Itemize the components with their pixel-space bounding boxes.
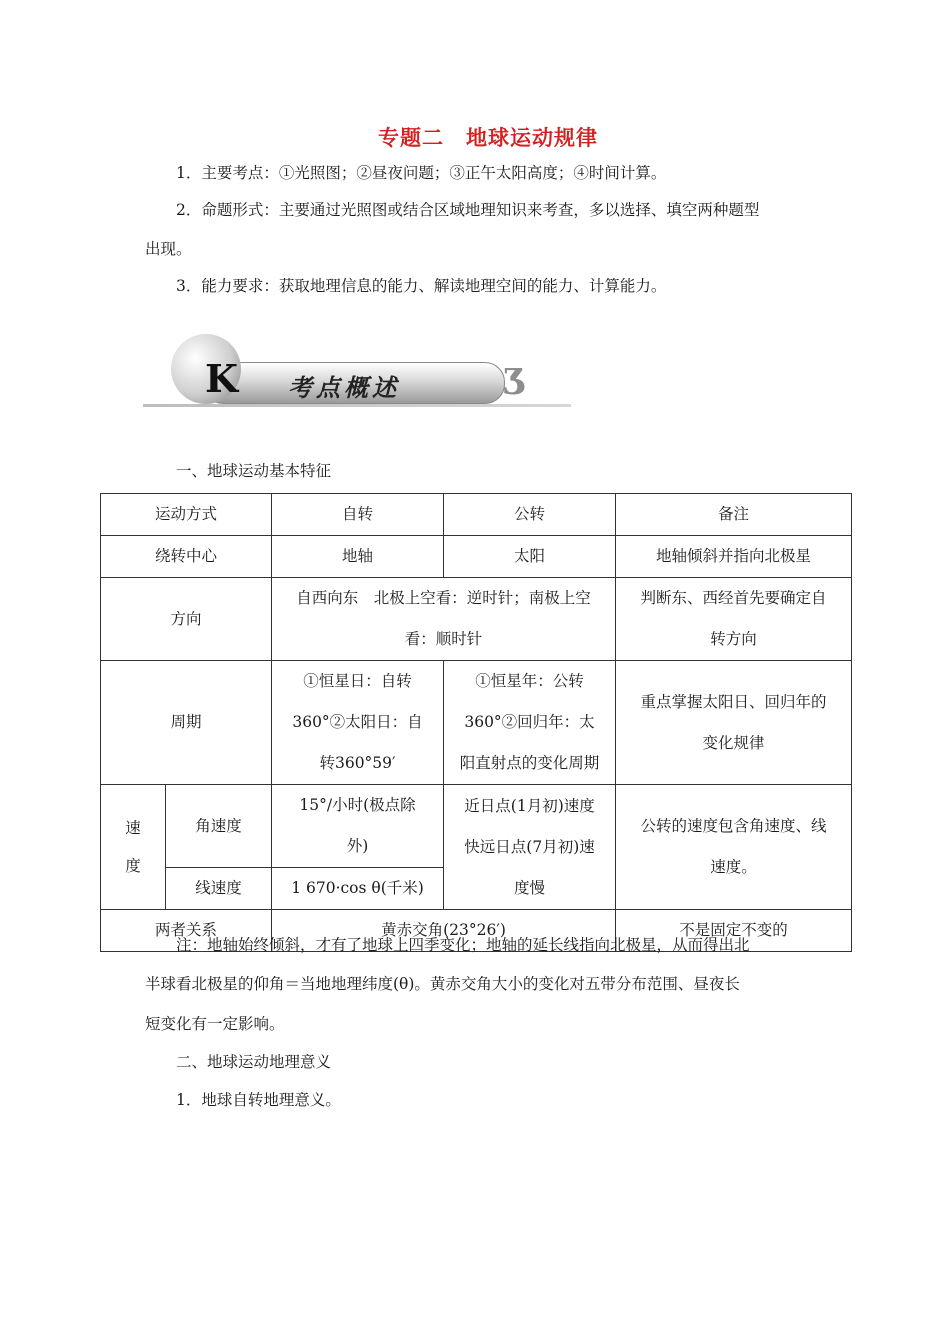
intro-point-2-cont: 出现。 — [145, 240, 192, 258]
cell-line: 转方向 — [710, 630, 757, 648]
table-cell — [444, 785, 616, 910]
cell-line: 看：顺时针 — [404, 630, 483, 648]
section-heading-2: 二、地球运动地理意义 — [176, 1053, 332, 1071]
table-cell: 1 670·cos θ(千米) — [272, 868, 444, 910]
intro-point-2: 2．命题形式：主要通过光照图或结合区域地理知识来考查，多以选择、填空两种题型 — [176, 201, 760, 219]
section-banner — [143, 328, 573, 410]
cell-line: 近日点(1月初)速度 — [464, 796, 595, 815]
cell-line: 判断东、西经首先要确定自 — [640, 589, 827, 607]
subheading-1: 1．地球自转地理意义。 — [176, 1091, 341, 1109]
table-cell — [616, 578, 852, 661]
banner-curl-icon: ʒ — [503, 354, 524, 396]
cell-line: 度慢 — [514, 878, 546, 897]
table-cell — [272, 578, 616, 661]
cell-line: 360°②回归年：太 — [464, 713, 595, 731]
table-row — [101, 785, 852, 868]
intro-point-3: 3．能力要求：获取地理信息的能力、解读地理空间的能力、计算能力。 — [176, 277, 667, 295]
table-cell — [616, 661, 852, 785]
cell-line: ①恒星年：公转 — [475, 672, 584, 690]
row-label: 两者关系 — [101, 910, 272, 952]
header-cell: 备注 — [616, 494, 852, 536]
banner-label: 考点概述 — [288, 374, 400, 402]
cell-line: 重点掌握太阳日、回归年的 — [640, 692, 827, 711]
table-row — [101, 494, 852, 536]
page-title: 专题二 地球运动规律 — [378, 126, 598, 150]
cell-line: 度 — [125, 857, 141, 875]
note-line-3: 短变化有一定影响。 — [145, 1015, 285, 1033]
earth-motion-table — [100, 493, 852, 952]
table-cell — [444, 661, 616, 785]
cell-line: 15°/小时(极点除 — [299, 796, 416, 814]
row-label: 绕转中心 — [101, 536, 272, 578]
table-cell — [272, 661, 444, 785]
intro-point-1: 1．主要考点：①光照图；②昼夜问题；③正午太阳高度；④时间计算。 — [176, 164, 667, 182]
cell-line: 自西向东 北极上空看：逆时针；南极上空 — [296, 589, 591, 607]
table-cell: 地轴倾斜并指向北极星 — [616, 536, 852, 578]
note-line-1: 注：地轴始终倾斜，才有了地球上四季变化；地轴的延长线指向北极星，从而得出北 — [176, 936, 750, 954]
table-row — [101, 578, 852, 661]
cell-line: ①恒星日：自转 — [303, 672, 412, 690]
table-cell: 不是固定不变的 — [616, 910, 852, 952]
table-cell: 太阳 — [444, 536, 616, 578]
row-label: 周期 — [101, 661, 272, 785]
header-cell: 公转 — [444, 494, 616, 536]
row-label: 方向 — [101, 578, 272, 661]
header-cell: 自转 — [272, 494, 444, 536]
table-cell — [272, 785, 444, 868]
section-heading-1: 一、地球运动基本特征 — [176, 462, 332, 480]
table-row — [101, 536, 852, 578]
banner-underline — [143, 404, 571, 407]
table-cell: 地轴 — [272, 536, 444, 578]
cell-line: 变化规律 — [702, 733, 765, 752]
sub-label: 线速度 — [166, 868, 272, 910]
header-cell: 运动方式 — [101, 494, 272, 536]
cell-line: 速 — [125, 819, 141, 837]
cell-line: 转360°59′ — [319, 754, 396, 772]
table-row — [101, 661, 852, 785]
cell-line: 外) — [346, 837, 369, 855]
table-cell: 黄赤交角(23°26′) — [272, 910, 616, 952]
table-cell — [616, 785, 852, 910]
cell-line: 速度。 — [710, 858, 757, 876]
cell-line: 阳直射点的变化周期 — [459, 754, 600, 772]
cell-line: 公转的速度包含角速度、线 — [640, 817, 827, 835]
note-line-2: 半球看北极星的仰角＝当地地理纬度(θ)。黄赤交角大小的变化对五带分布范围、昼夜长 — [145, 975, 740, 993]
cell-line: 快远日点(7月初)速 — [464, 837, 595, 856]
banner-letter: K — [205, 356, 239, 401]
speed-label — [101, 785, 166, 910]
sub-label: 角速度 — [166, 785, 272, 868]
cell-line: 360°②太阳日：自 — [292, 713, 423, 731]
